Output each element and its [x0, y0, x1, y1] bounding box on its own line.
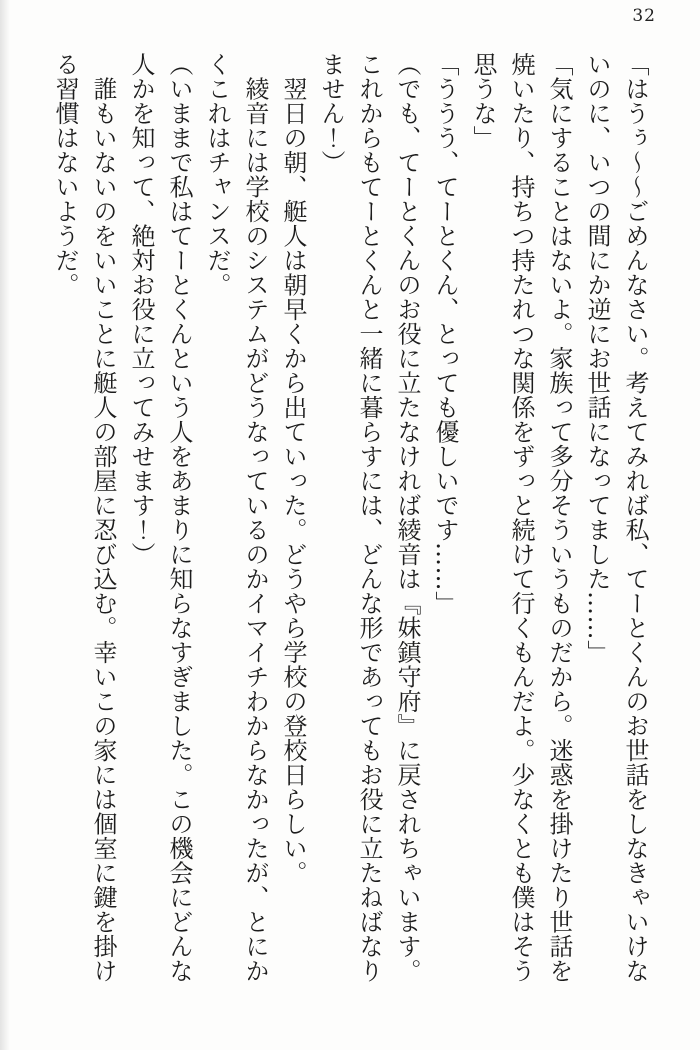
text-line: 「はうぅ～～ごめんなさい。考えてみれば私、てーとくんのお世話をしなきゃいけな	[621, 52, 649, 983]
text-line: くこれはチャンスだ。	[203, 52, 231, 297]
text-line: （でも、てーとくんのお役に立たなければ綾音は『妹鎮守府』に戻されちゃいます。	[393, 52, 421, 983]
text-line: （いままで私はてーとくんという人をあまりに知らなすぎました。この機会にどんな	[165, 52, 193, 983]
text-line: ません！）	[317, 52, 345, 175]
text-line: 「ううう、てーとくん、とっても優しいです……」	[431, 52, 459, 616]
text-line: いのに、いつの間にか逆にお世話になってました……」	[583, 52, 611, 665]
text-line: これからもてーとくんと一緒に暮らすには、どんな形であってもお役に立たねばなり	[355, 52, 383, 983]
text-line: 誰もいないのをいいことに艇人の部屋に忍び込む。幸いこの家には個室に鍵を掛け	[89, 52, 117, 983]
text-line: 綾音には学校のシステムがどうなっているのかイマイチわからなかったが、とにか	[241, 52, 269, 983]
text-line: 人かを知って、絶対お役に立ってみせます！）	[127, 52, 155, 567]
text-line: 焼いたり、持ちつ持たれつな関係をずっと続けて行くもんだよ。少なくとも僕はそう	[507, 52, 535, 983]
text-line: る習慣はないようだ。	[51, 52, 79, 297]
text-line: 翌日の朝、艇人は朝早くから出ていった。どうやら学校の登校日らしい。	[279, 52, 307, 885]
page-number: 32	[632, 6, 656, 26]
text-line: 思うな」	[469, 52, 497, 150]
vertical-text-block	[46, 52, 654, 992]
page-gutter-shadow	[0, 0, 10, 1050]
text-line: 「気にすることはないよ。家族って多分そういうものだから。迷惑を掛けたり世話を	[545, 52, 573, 983]
